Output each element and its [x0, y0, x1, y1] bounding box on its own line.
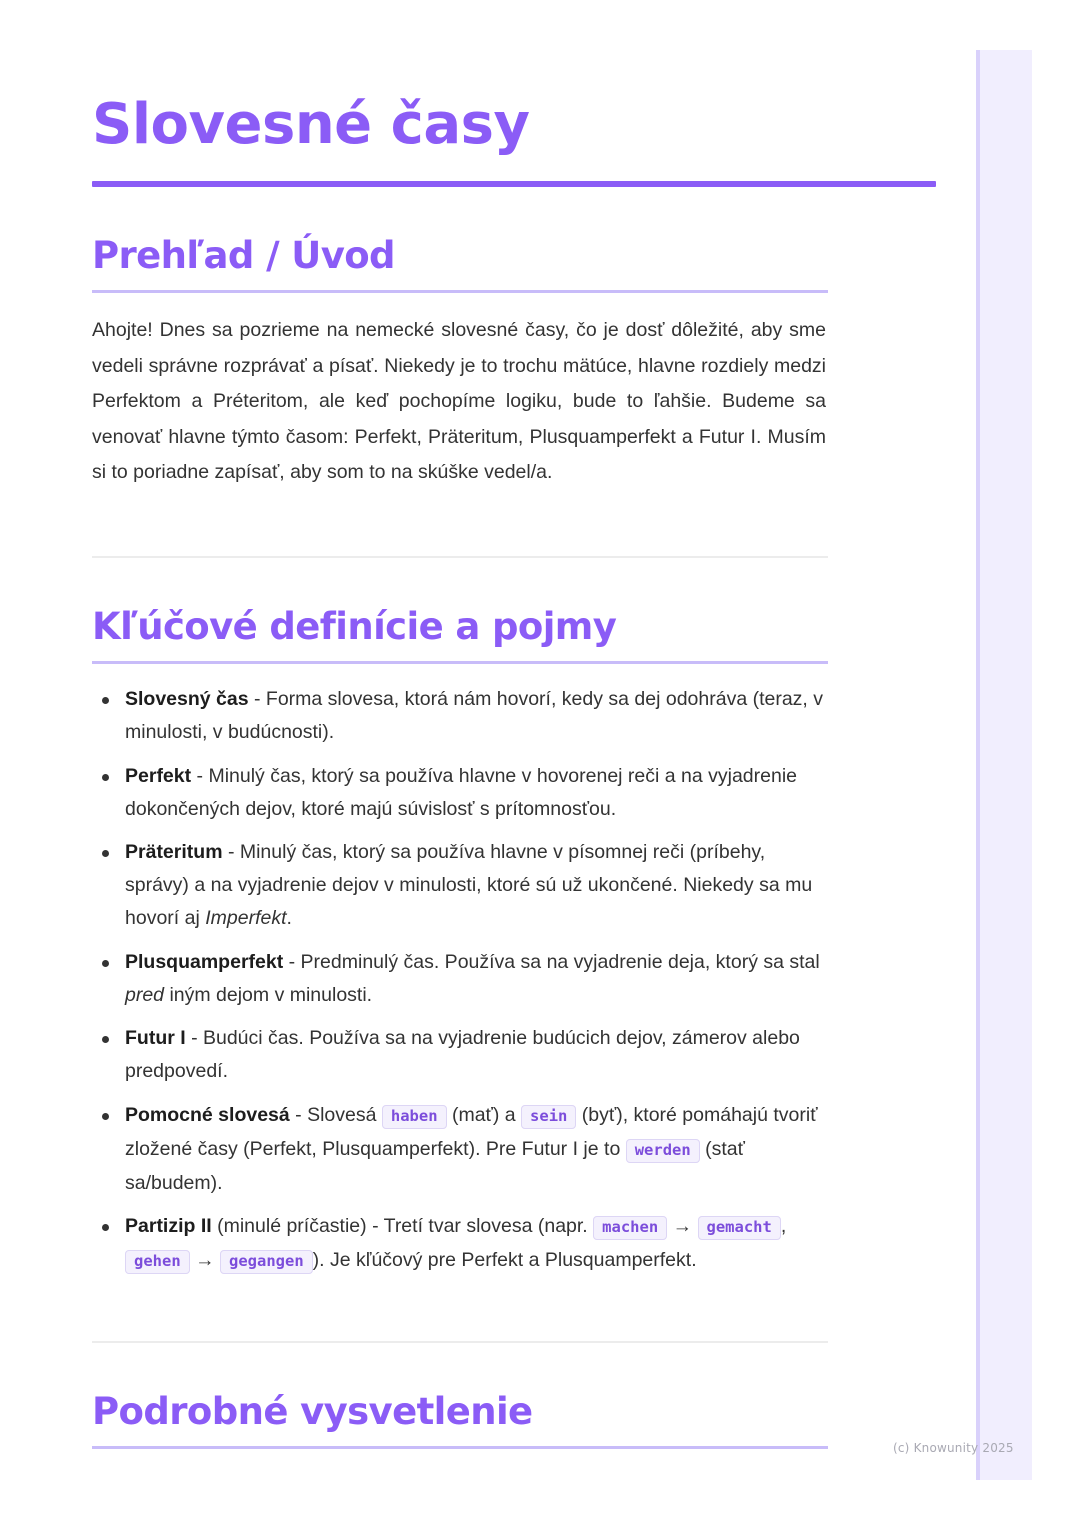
list-item [92, 683, 828, 749]
definition-text: ). Je kľúčový pre Perfekt a Plusquamperfekt. [312, 1249, 697, 1271]
term: Partizip II [125, 1215, 212, 1237]
title-underline [92, 181, 936, 187]
list-item [92, 836, 828, 935]
definition-text: - Budúci čas. Používa sa na vyjadrenie budúcich dejov, zámerov alebo predpovedí. [125, 1027, 800, 1082]
section-divider [92, 1341, 828, 1343]
section-heading-intro: Prehľad / Úvod [92, 234, 395, 277]
definition-text: - Forma slovesa, ktorá nám hovorí, kedy sa dej odohráva (teraz, v minulosti, v budúcnosti). [125, 688, 824, 743]
list-item [92, 760, 828, 826]
intro-paragraph: Ahojte! Dnes sa pozrieme na nemecké slovesné časy, čo je dosť dôležité, aby sme vedeli správne rozprávať a písať. Niekedy je to trochu mätúce, hlavne rozdiely medzi Perfektom a Préteritom, ale keď pochopíme logiku, bude to ľahšie. Budeme sa venovať hlavne týmto časom: Perfekt, Präteritum, Plusquamperfekt a Futur I. Musím si to poriadne zapísať, aby som to na skúške vedel/a. [92, 319, 826, 483]
definition-text: . [286, 907, 292, 929]
page-title: Slovesné časy [92, 92, 530, 157]
definition-text: - Minulý čas, ktorý sa používa hlavne v hovorenej reči a na vyjadrenie dokončených dejov, ktoré majú súvislosť s prítomnosťou. [125, 764, 798, 820]
section-underline [92, 661, 828, 664]
right-margin-bar [976, 50, 1032, 1480]
code-word: werden [626, 1139, 700, 1163]
definition-text: → [189, 1249, 221, 1271]
definition-text: (mať) a [446, 1103, 522, 1126]
code-word: sein [521, 1105, 576, 1129]
emphasis: Imperfekt [205, 907, 287, 929]
definition-text: - Slovesá [289, 1103, 382, 1126]
term: Plusquamperfekt [125, 950, 284, 973]
code-word: haben [382, 1105, 447, 1129]
list-item [92, 1210, 828, 1278]
list-item [92, 1099, 828, 1200]
section-underline [92, 290, 828, 293]
term: Perfekt [125, 764, 192, 787]
list-item [92, 946, 828, 1012]
definitions-list [92, 683, 828, 1289]
term: Präteritum [125, 841, 223, 863]
list-item [92, 1022, 828, 1088]
section-heading-definitions: Kľúčové definície a pojmy [92, 605, 617, 648]
emphasis: pred [125, 983, 165, 1006]
code-word: gegangen [220, 1250, 313, 1274]
definition-text: - Minulý čas, ktorý sa používa hlavne v písomnej reči (príbehy, správy) a na vyjadrenie dejov v minulosti, ktoré sú už ukončené. Niekedy sa mu hovorí aj [125, 841, 813, 929]
term: Slovesný čas [125, 688, 249, 710]
definition-text: (byť), ktoré pomáhajú tvoriť zložené časy (Perfekt, Plusquamperfekt). Pre Futur I je to [125, 1103, 818, 1160]
code-word: gemacht [698, 1216, 781, 1240]
code-word: machen [593, 1216, 667, 1240]
section-underline [92, 1446, 828, 1449]
term: Pomocné slovesá [125, 1103, 290, 1126]
code-word: gehen [125, 1250, 190, 1274]
copyright-notice: (c) Knowunity 2025 [893, 1441, 1014, 1455]
section-divider [92, 556, 828, 558]
section-heading-details: Podrobné vysvetlenie [92, 1390, 533, 1433]
definition-text: - Predminulý čas. Používa sa na vyjadrenie deja, ktorý sa stal [283, 950, 820, 973]
definition-text: (minulé príčastie) - Tretí tvar slovesa (napr. [211, 1215, 594, 1237]
definition-text: , [780, 1215, 787, 1237]
definition-text: → [667, 1215, 698, 1237]
definition-text: (stať sa/budem). [125, 1137, 745, 1194]
term: Futur I [125, 1027, 186, 1049]
definition-text: iným dejom v minulosti. [164, 983, 373, 1006]
